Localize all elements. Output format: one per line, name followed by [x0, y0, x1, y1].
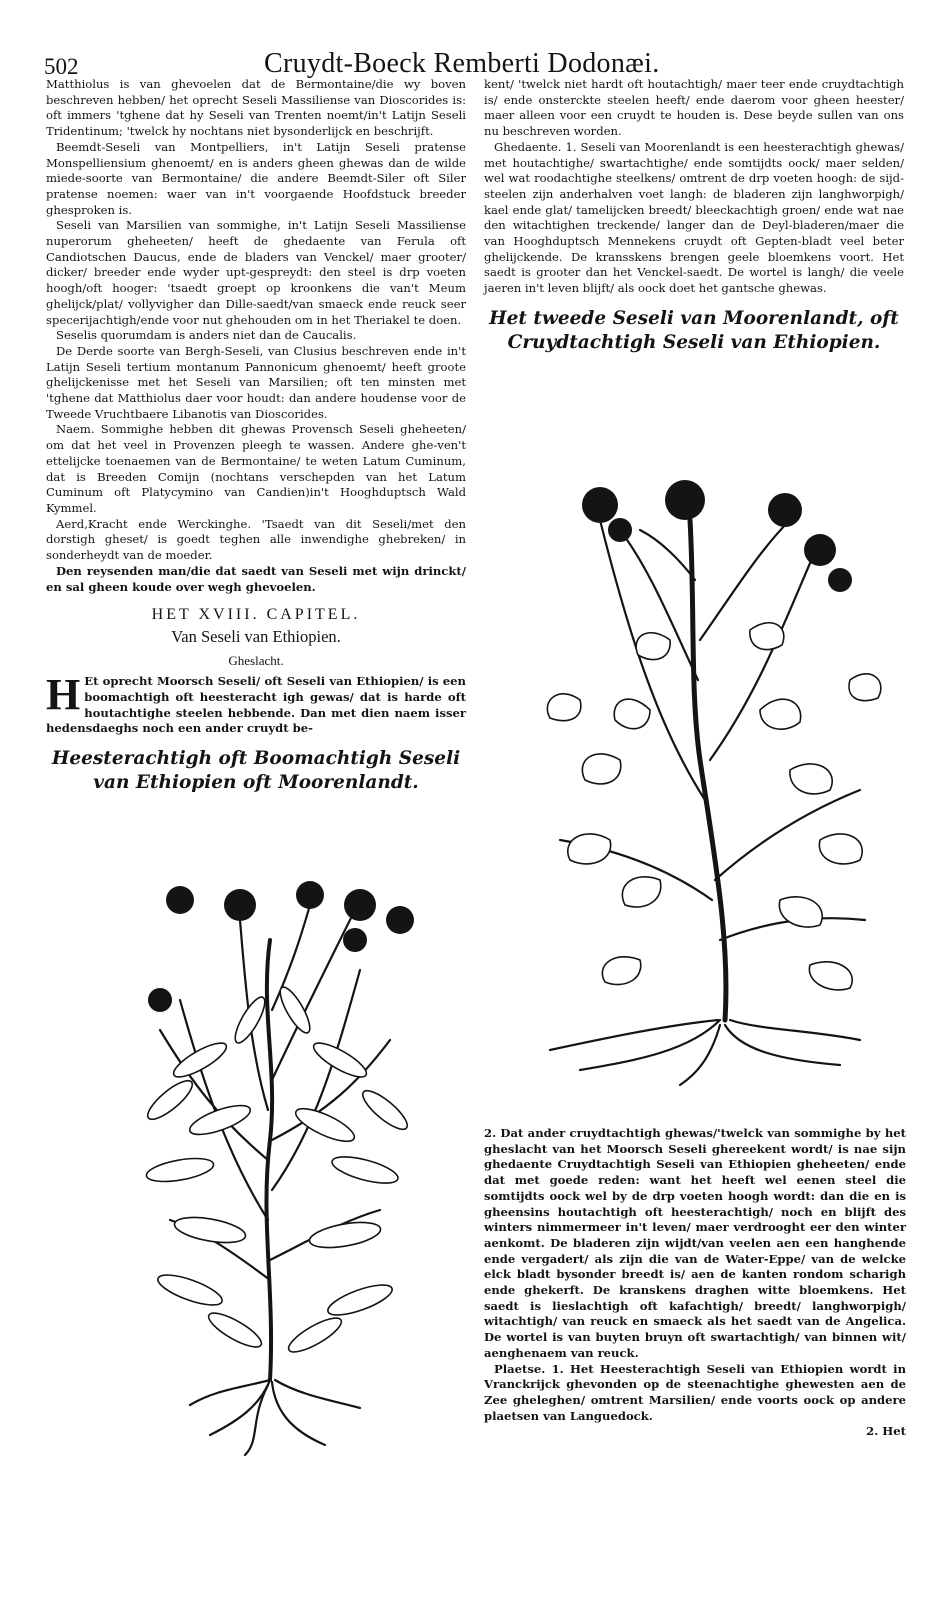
paragraph-seselis-quorumdam: Seselis quorumdam is anders niet dan de Caucalis. — [56, 328, 357, 343]
shrub-seseli-woodcut — [110, 860, 450, 1460]
paragraph-seseli-marsilien: Seseli van Marsilien van sommighe, in't Latijn Seseli Massiliense nuperorum gheheeten/ heeft de ghedaente van Ferula oft Candiotschen Daucus, ende de bladers van Venckel/ maer grooter/ dicker/ breeder ende wyder upt-gespreydt: den steel is drp voeten hoogh/oft hooger: 'tsaedt groept op kroonkens die van't Meum ghelijck/plat/ vollyvigher dan Dille-saedt/van smaeck ende reuck seer specerijachtigh/ende voor nut ghehouden om in het Theriakel te doen. — [46, 218, 466, 327]
paragraph-aerd-kracht: Aerd,Kracht ende Werckinghe. 'Tsaedt van dit Seseli/met den dorstigh gheset/ is goedt teghen alle inwendighe ghebreken/ in sonderheydt van de moeder. — [46, 516, 466, 563]
paragraph-ghedaente: Ghedaente. 1. Seseli van Moorenlandt is een heesterachtigh ghewas/ met houtachtighe/ swartachtighe/ ende somtijdts oock/ maer selden/ wel wat roodachtighe steelkens/ omtrent de drp voeten hoogh: de sijd-steelen zijn anderhalven voet langh: de bladeren zijn langhworpigh/ kael ende glat/ tamelijcken breedt/ bleeckachtigh groen/ ende wat nae den witachtighen treckende/ langer dan de Deyl-bladeren/maer die van Hooghduptsch Mennekens cruydt oft Gepten-bladt veel beter ghelijckende. De kransskens brengen geele bloemkens voort. Het saedt is grooter dan het Venckel-saedt. De wortel is langh/ die veele jaeren in't leven blijft/ als oock doet het gantsche ghewas. — [484, 139, 904, 296]
right-column-top — [484, 77, 904, 355]
herb-seseli-woodcut — [520, 460, 890, 1090]
left-column — [46, 77, 466, 795]
paragraph-beemdt-seseli: Beemdt-Seseli van Montpelliers, in't Latijn Seseli pratense Monspelliensium ghenoemt/ en is anders gheen ghewas dan de wilde miede-soorte van Bermontaine/ die andere Beemdt-Siler oft Siler pratense noemen: waer van in't voorgaende Hoofdstuck breeder ghesproken is. — [46, 139, 466, 217]
paragraph-matthiolus: Matthiolus is van ghevoelen dat de Bermontaine/die wy boven beschreven hebben/ het oprecht Seseli Massiliense van Dioscorides is: oft immers 'tghene dat hy Seseli van Trenten noemt/in't Latijn Seseli Tridentinum; 'twelck hy nochtans niet bysonderlijck en beschrijft. — [46, 77, 466, 139]
lead-paragraph-text: Et oprecht Moorsch Seseli/ oft Seseli van Ethiopien/ is een boomachtigh oft heesteracht igh gewas/ dat is harde oft houtachtighe steelen hebbende. Dan met dien naem isser hedensdaeghs noch een ander cruydt be- — [46, 674, 466, 736]
chapter-title: HET XVIII. CAPITEL. — [151, 606, 361, 624]
running-title: Cruydt-Boeck Remberti Dodonæi. — [264, 48, 660, 79]
paragraph-continuation: kent/ 'twelck niet hardt oft houtachtigh/ maer teer ende cruydtachtigh is/ ende onsterckte steelen heeft/ ende daerom voor gheen heester/ maer alleen voor een cruydt te houden is. Dese beyde sullen van ons nu beschreven worden. — [484, 77, 904, 139]
catchword: 2. Het — [866, 1424, 906, 1439]
paragraph-plaetse: Plaetse. 1. Het Heesterachtigh Seseli van Ethiopien wordt in Vranckrijck ghevonden op de steenachtighe ghewesten aen de Zee gheleghen/ omtrent Marsilien/ ende voorts oock op andere plaetsen van Languedock. — [484, 1361, 906, 1423]
section-heading: Gheslacht. — [228, 652, 284, 668]
paragraph-reysenden-man: Den reysenden man/die dat saedt van Seseli met wijn drinckt/ en sal gheen koude over wegh ghevoelen. — [46, 563, 466, 594]
paragraph-naem: Naem. Sommighe hebben dit ghewas Provensch Seseli gheheeten/ om dat het veel in Provenzen pleegh te wassen. Andere ghe-ven't ettelijcke toenaemen van de Bermontaine/ te weten Latum Cuminum, dat is Breeden Comijn (nochtans verschepden van het Latum Cuminum oft Platycymino van Candien)in't Hooghduptsch Wald Kymmel. — [46, 422, 466, 515]
drop-cap: H — [46, 670, 81, 720]
paragraph-derde-soorte: De Derde soorte van Bergh-Seseli, van Clusius beschreven ende in't Latijn Seseli tertium montanum Pannonicum ghenoemt/ heeft groote ghelijckenisse met het Seseli van Marsilien; oft ten minsten met 'tghene dat Matthiolus daer voor houdt: dan andere houdense voor de Tweede Vruchtbaere Libanotis van Dioscorides. — [46, 343, 466, 421]
paragraph-dat-ander: 2. Dat ander cruydtachtigh ghewas/'twelck van sommighe by het gheslacht van het Moorsch Seseli ghereekent wordt/ is nae sijn ghedaente Cruydtachtigh Seseli van Ethiopien gheheeten/ ende dat met goede reden: want het heeft wel eenen steel die somtijdts oock wel by de drp voeten hoogh wordt: dan die en is gheensins houtachtigh oft heesterachtigh/ noch en blijft des winters nimmermeer in't leven/ maer verdrooght eer den winter aenkomt. De bladeren zijn wijdt/van veelen aen een hanghende ende vergadert/ als zijn die van de Water-Eppe/ van de welcke elck bladt bysonder breedt is/ aen de kanten rondom scharigh ende ghekerft. De kranskens draghen witte bloemkens. Het saedt is lieslachtigh oft kafachtigh/ breedt/ langhworpigh/ witachtigh/ van reuck en smaeck als het saedt van de Angelica. De wortel is van buyten bruyn oft swartachtigh/ van binnen wit/ aenghenaem van reuck. — [484, 1126, 906, 1360]
right-column-bottom — [484, 1126, 906, 1440]
right-figure-caption: Het tweede Seseli van Moorenlandt, oft Cruydtachtigh Seseli van Ethiopien. — [489, 307, 899, 353]
page-number: 502 — [44, 54, 79, 79]
chapter-subtitle: Van Seseli van Ethiopien. — [171, 626, 341, 646]
left-figure-caption: Heesterachtigh oft Boomachtigh Seseli van Ethiopien oft Moorenlandt. — [51, 748, 461, 794]
lead-paragraph — [46, 670, 466, 737]
